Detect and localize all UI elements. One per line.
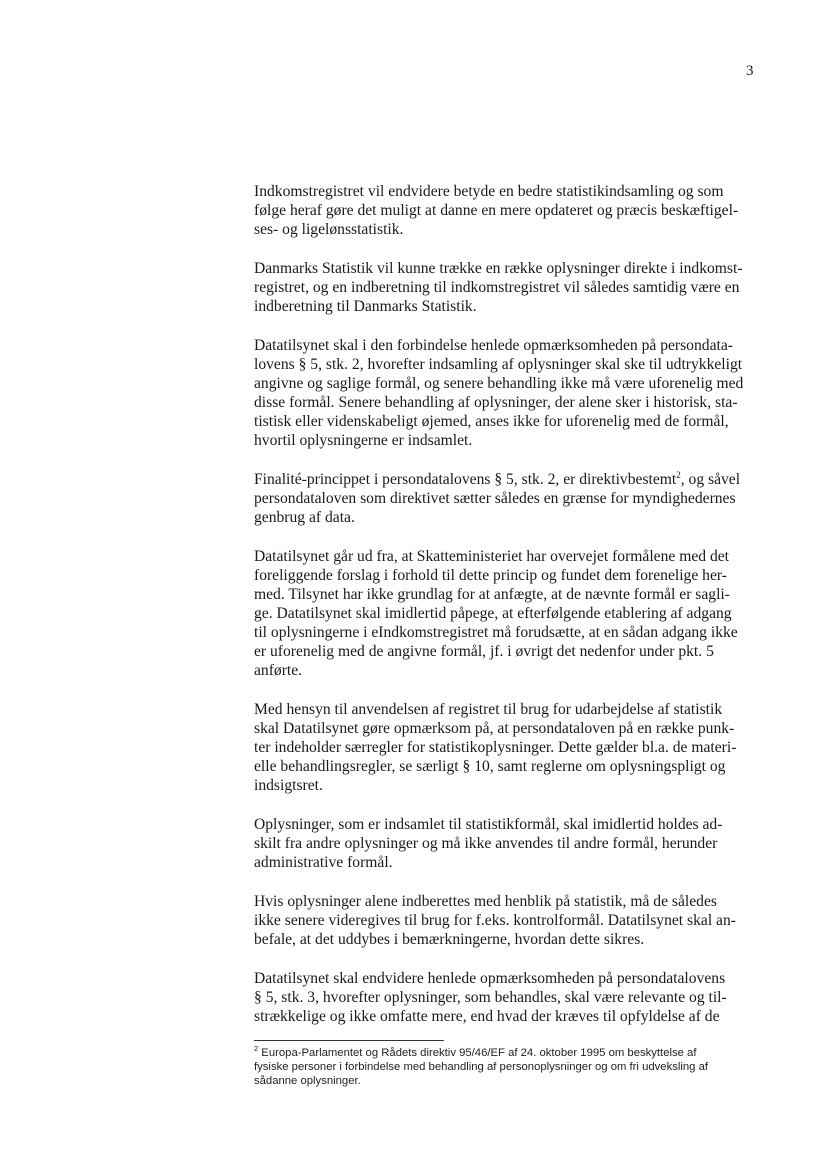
- text-segment: Finalité-princippet i persondatalovens § 5, stk. 2, er direktivbestemt: [254, 471, 677, 488]
- text-line: elle behandlingsregler, se særligt § 10, samt reglerne om oplysningspligt og: [254, 758, 726, 775]
- text-line: tistisk eller videnskabeligt øjemed, anses ikke for uforenelig med de formål,: [254, 413, 729, 430]
- text-line: med. Tilsynet har ikke grundlag for at anfægte, at de nævnte formål er sagli-: [254, 586, 730, 603]
- text-line: Med hensyn til anvendelsen af registret til brug for udarbejdelse af statistik: [254, 701, 723, 718]
- text-line: Hvis oplysninger alene indberettes med henblik på statistik, må de således: [254, 893, 717, 910]
- text-line: Danmarks Statistik vil kunne trække en række oplysninger direkte i indkomst-: [254, 260, 743, 277]
- text-line: ge. Datatilsynet skal imidlertid påpege, at efterfølgende etablering af adgang: [254, 605, 732, 622]
- paragraph-5: [254, 547, 754, 680]
- text-line: angivne og saglige formål, og senere behandling ikke må være uforenelig med: [254, 375, 744, 392]
- paragraph-2: [254, 259, 754, 316]
- text-line: Datatilsynet skal endvidere henlede opmærksomheden på persondatalovens: [254, 970, 726, 987]
- text-line: følge heraf gøre det muligt at danne en mere opdateret og præcis beskæftigel-: [254, 202, 739, 219]
- text-line: Datatilsynet skal i den forbindelse henlede opmærksomheden på persondata-: [254, 337, 733, 354]
- text-line: lovens § 5, stk. 2, hvorefter indsamling af oplysninger skal ske til udtrykkeligt: [254, 356, 743, 373]
- text-line: disse formål. Senere behandling af oplysninger, der alene sker i historisk, sta-: [254, 394, 738, 411]
- paragraph-1: [254, 182, 754, 239]
- paragraph-7: [254, 815, 754, 872]
- footnote: [254, 1046, 754, 1088]
- text-line: persondataloven som direktivet sætter således en grænse for myndighedernes: [254, 490, 736, 507]
- paragraph-4: [254, 470, 754, 527]
- paragraph-8: [254, 892, 754, 949]
- text-line: ikke senere videregives til brug for f.eks. kontrolformål. Datatilsynet skal an-: [254, 912, 736, 929]
- footnote-reference: 2: [676, 469, 681, 480]
- text-line: anførte.: [254, 662, 303, 679]
- text-line: Datatilsynet går ud fra, at Skatteministeriet har overvejet formålene med det: [254, 548, 729, 565]
- footnote-line: sådanne oplysninger.: [254, 1075, 361, 1087]
- text-line: ses- og ligelønsstatistik.: [254, 221, 404, 238]
- text-line: ter indeholder særregler for statistikoplysninger. Dette gælder bl.a. de materi-: [254, 739, 737, 756]
- text-line: registret, og en indberetning til indkomstregistret vil således samtidig være en: [254, 279, 740, 296]
- footnote-line: fysiske personer i forbindelse med behandling af personoplysninger og om fri udveksling af: [254, 1061, 709, 1073]
- text-line: strækkelige og ikke omfatte mere, end hvad der kræves til opfyldelse af de: [254, 1008, 720, 1025]
- page-number: 3: [746, 63, 754, 79]
- text-line: skilt fra andre oplysninger og må ikke anvendes til andre formål, herunder: [254, 835, 718, 852]
- text-line: genbrug af data.: [254, 509, 355, 526]
- text-line: hvortil oplysningerne er indsamlet.: [254, 432, 473, 449]
- text-segment: , og såvel: [680, 471, 741, 488]
- footnote-line: [254, 1046, 754, 1060]
- paragraph-9: [254, 969, 754, 1026]
- text-line: Indkomstregistret vil endvidere betyde en bedre statistikindsamling og som: [254, 183, 724, 200]
- footnote-text: Europa-Parlamentet og Rådets direktiv 95/46/EF af 24. oktober 1995 om beskyttelse af: [258, 1047, 697, 1059]
- footnote-marker: 2: [254, 1044, 259, 1054]
- text-line: til oplysningerne i eIndkomstregistret må forudsætte, at en sådan adgang ikke: [254, 624, 738, 641]
- text-line: indberetning til Danmarks Statistik.: [254, 298, 477, 315]
- paragraph-3: [254, 336, 754, 450]
- text-line: skal Datatilsynet gøre opmærksom på, at persondataloven på en række punk-: [254, 720, 735, 737]
- body-text: [254, 182, 754, 1046]
- paragraph-6: [254, 700, 754, 795]
- text-line: [254, 470, 754, 489]
- text-line: indsigtsret.: [254, 777, 323, 794]
- text-line: befale, at det uddybes i bemærkningerne, hvordan dette sikres.: [254, 931, 645, 948]
- text-line: Oplysninger, som er indsamlet til statistikformål, skal imidlertid holdes ad-: [254, 816, 723, 833]
- footnote-divider: [254, 1040, 444, 1041]
- text-line: § 5, stk. 3, hvorefter oplysninger, som behandles, skal være relevante og til-: [254, 989, 727, 1006]
- text-line: administrative formål.: [254, 854, 393, 871]
- text-line: foreliggende forslag i forhold til dette princip og fundet dem forenelige her-: [254, 567, 727, 584]
- text-line: er uforenelig med de angivne formål, jf. i øvrigt det nedenfor under pkt. 5: [254, 643, 714, 660]
